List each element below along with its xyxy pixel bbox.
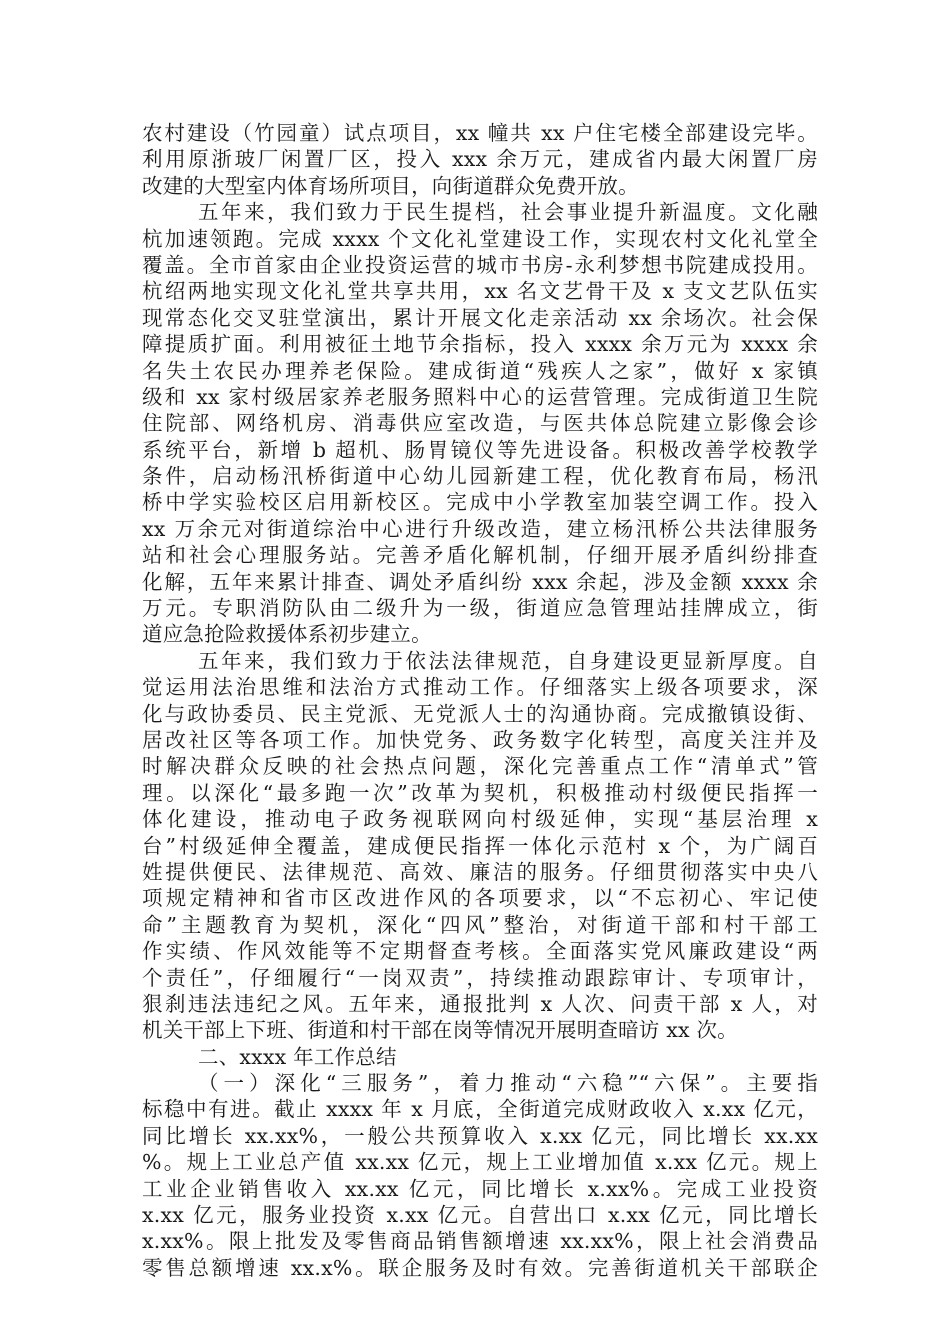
text-line: 机关干部上下班、街道和村干部在岗等情况开展明查暗访 xx 次。 (142, 1018, 738, 1043)
text-line: 项规定精神和省市区改进作风的各项要求，以“不忘初心、牢记使 (142, 886, 818, 911)
paragraph-start-line: 五年来，我们致力于民生提档，社会事业提升新温度。文化融 (198, 200, 818, 225)
text-line: 覆盖。全市首家由企业投资运营的城市书房-永利梦想书院建成投用。 (142, 252, 818, 277)
text-line: 级和 xx 家村级居家养老服务照料中心的运营管理。完成街道卫生院 (142, 384, 818, 409)
paragraph-start-line: （一）深化“三服务”，着力推动“六稳”“六保”。主要指 (198, 1071, 818, 1096)
text-line: 杭绍两地实现文化礼堂共享共用，xx 名文艺骨干及 x 支文艺队伍实 (142, 279, 818, 304)
text-line: 体化建设，推动电子政务视联网向村级延伸，实现“基层治理 x (142, 807, 818, 832)
text-line: 系统平台，新增 b 超机、肠胃镜仪等先进设备。积极改善学校教学 (142, 437, 818, 462)
text-line: 站和社会心理服务站。完善矛盾化解机制，仔细开展矛盾纠纷排查 (142, 543, 818, 568)
text-line: 名失土农民办理养老保险。建成街道“残疾人之家”，做好 x 家镇 (142, 358, 818, 383)
text-line: 桥中学实验校区启用新校区。完成中小学教室加装空调工作。投入 (142, 490, 818, 515)
text-line: %。规上工业总产值 xx.xx 亿元，规上工业增加值 x.xx 亿元。规上 (142, 1150, 818, 1175)
text-line: 同比增长 xx.xx%，一般公共预算收入 x.xx 亿元，同比增长 xx.xx (142, 1123, 818, 1148)
text-line: 利用原浙玻厂闲置厂区，投入 xxx 余万元，建成省内最大闲置厂房 (142, 147, 818, 172)
text-line: 障提质扩面。利用被征土地节余指标，投入 xxxx 余万元为 xxxx 余 (142, 332, 818, 357)
text-line: 道应急抢险救援体系初步建立。 (142, 622, 432, 647)
text-line: 觉运用法治思维和法治方式推动工作。仔细落实上级各项要求，深 (142, 675, 818, 700)
text-line: 化与政协委员、民主党派、无党派人士的沟通协商。完成撤镇设街、 (142, 701, 818, 726)
text-line: 个责任”，仔细履行“一岗双责”，持续推动跟踪审计、专项审计， (142, 965, 818, 990)
section-heading: 二、xxxx 年工作总结 (198, 1044, 397, 1069)
text-line: 作实绩、作风效能等不定期督查考核。全面落实党风廉政建设“两 (142, 939, 818, 964)
text-line: 命”主题教育为契机，深化“四风”整治，对街道干部和村干部工 (142, 912, 818, 937)
text-line: 姓提供便民、法律规范、高效、廉洁的服务。仔细贯彻落实中央八 (142, 859, 818, 884)
text-line: 住院部、网络机房、消毒供应室改造，与医共体总院建立影像会诊 (142, 411, 818, 436)
paragraph-start-line: 五年来，我们致力于依法法律规范，自身建设更显新厚度。自 (198, 648, 818, 673)
text-line: 零售总额增速 xx.x%。联企服务及时有效。完善街道机关干部联企 (142, 1255, 818, 1280)
text-line: 改建的大型室内体育场所项目，向街道群众免费开放。 (142, 173, 639, 198)
text-line: 杭加速领跑。完成 xxxx 个文化礼堂建设工作，实现农村文化礼堂全 (142, 226, 818, 251)
text-line: 现常态化交叉驻堂演出，累计开展文化走亲活动 xx 余场次。社会保 (142, 305, 818, 330)
document-body (142, 120, 818, 1281)
text-line: 化解，五年来累计排查、调处矛盾纠纷 xxx 余起，涉及金额 xxxx 余 (142, 569, 818, 594)
text-line: 标稳中有进。截止 xxxx 年 x 月底，全街道完成财政收入 x.xx 亿元， (142, 1097, 818, 1122)
text-line: 工业企业销售收入 xx.xx 亿元，同比增长 x.xx%。完成工业投资 (142, 1176, 818, 1201)
text-line: 条件，启动杨汛桥街道中心幼儿园新建工程，优化教育布局，杨汛 (142, 464, 818, 489)
text-line: 理。以深化“最多跑一次”改革为契机，积极推动村级便民指挥一 (142, 780, 818, 805)
text-line: 农村建设（竹园童）试点项目，xx 幢共 xx 户住宅楼全部建设完毕。 (142, 121, 818, 145)
text-line: 狠刹违法违纪之风。五年来，通报批判 x 人次、问责干部 x 人，对 (142, 991, 818, 1016)
text-line: x.xx 亿元，服务业投资 x.xx 亿元。自营出口 x.xx 亿元，同比增长 (142, 1203, 818, 1228)
text-line: x.xx%。限上批发及零售商品销售额增速 xx.xx%，限上社会消费品 (142, 1229, 818, 1254)
text-line: 万元。专职消防队由二级升为一级，街道应急管理站挂牌成立，街 (142, 596, 818, 621)
text-line: 时解决群众反映的社会热点问题，深化完善重点工作“清单式”管 (142, 754, 818, 779)
text-line: 台”村级延伸全覆盖，建成便民指挥一体化示范村 x 个，为广阔百 (142, 833, 818, 858)
text-line: 居改社区等各项工作。加快党务、政务数字化转型，高度关注并及 (142, 727, 818, 752)
text-line: xx 万余元对街道综治中心进行升级改造，建立杨汛桥公共法律服务 (142, 516, 818, 541)
